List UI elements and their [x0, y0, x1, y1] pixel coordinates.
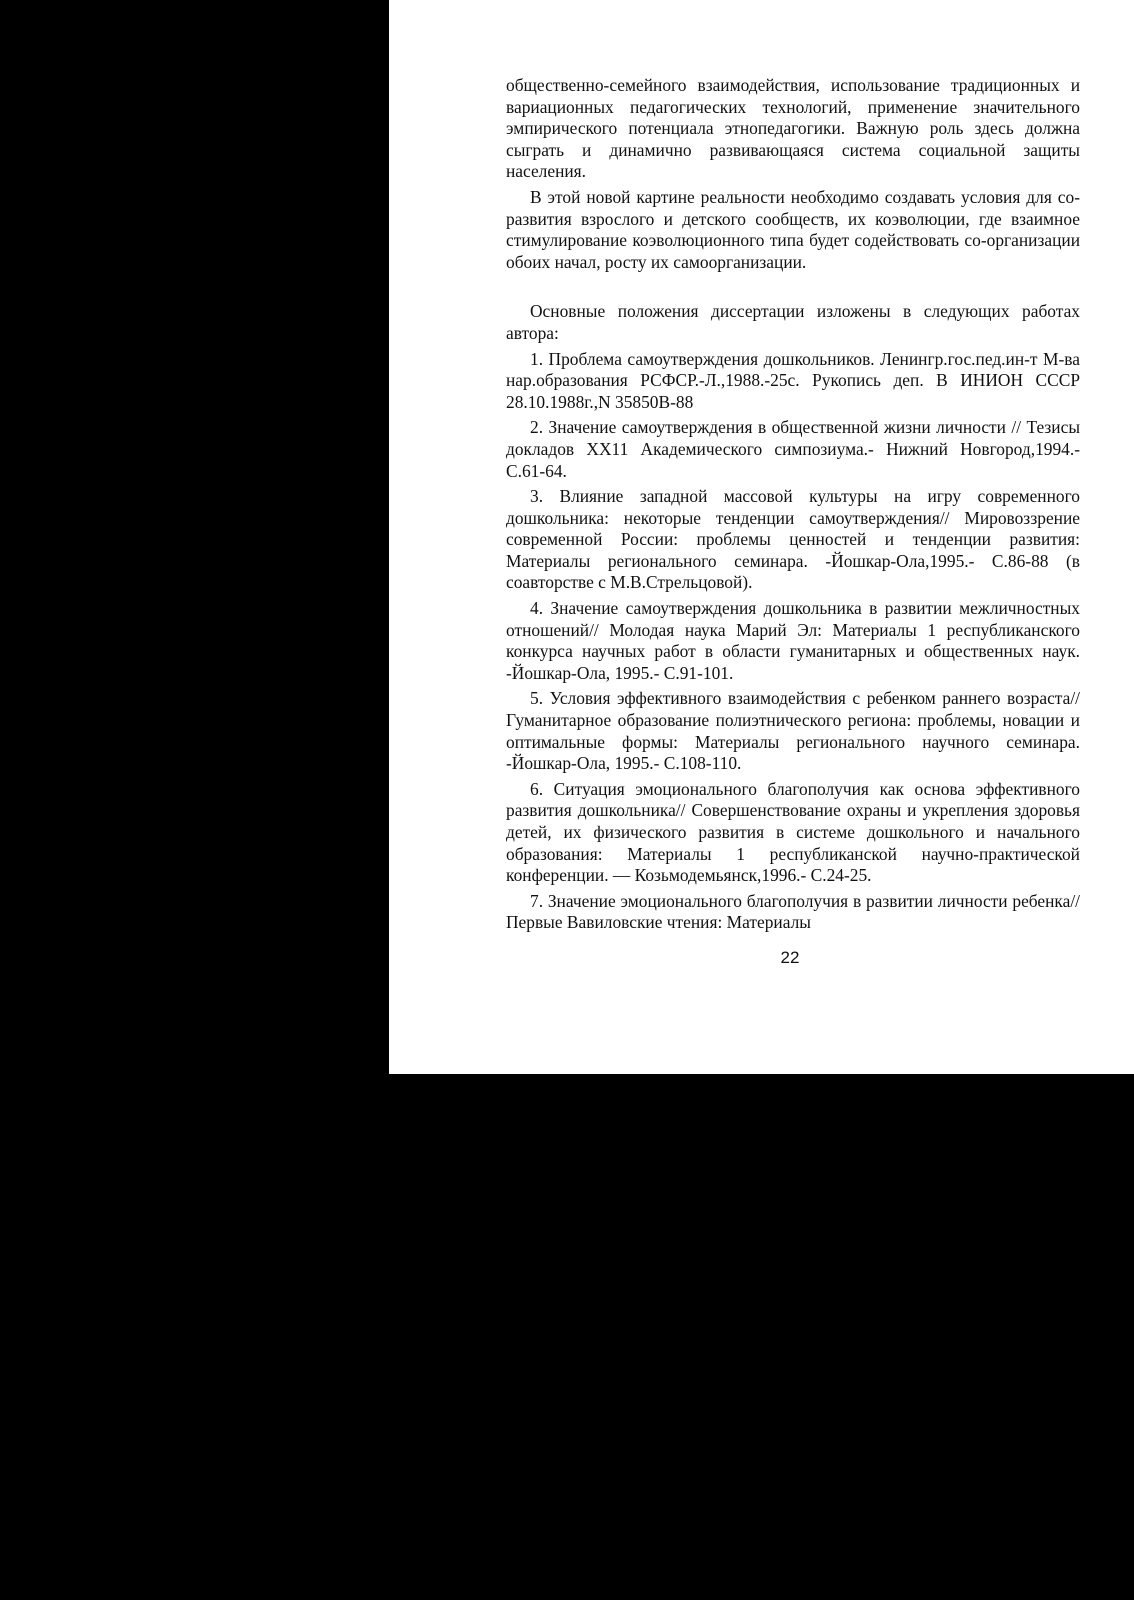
- publication-item-4: 4. Значение самоутверждения дошкольника в развитии межличностных отношений// Молодая наука Марий Эл: Материалы 1 республиканского конкурса научных работ в области гуманитарных и общественных наук. -Йошкар-Ола, 1995.- С.91-101.: [506, 598, 1080, 683]
- publication-item-1: 1. Проблема самоутверждения дошкольников. Ленингр.гос.пед.ин-т М-ва нар.образования РСФСР.-Л.,1988.-25с. Рукопись деп. В ИНИОН СССР 28.10.1988г.,N 35850В-88: [506, 348, 1080, 412]
- intro-paragraph-2: В этой новой картине реальности необходимо создавать условия для со-развития взрослого и детского сообществ, их коэволюции, где взаимное стимулирование коэволюционного типа будет содействовать со-организации обоих начал, росту их самоорганизации.: [506, 186, 1080, 272]
- publication-item-6: 6. Ситуация эмоционального благополучия как основа эффективного развития дошкольника// Совершенствование охраны и укрепления здоровья детей, их физического развития в системе дошкольного и начального образования: Материалы 1 республиканской научно-практической конференции. — Козьмодемьянск,1996.- С.24-25.: [506, 778, 1080, 886]
- publication-item-2: 2. Значение самоутверждения в общественной жизни личности // Тезисы докладов XX11 Академического симпозиума.- Нижний Новгород,1994.- С.61-64.: [506, 417, 1080, 481]
- page-number: 22: [780, 948, 800, 967]
- publication-item-3: 3. Влияние западной массовой культуры на игру современного дошкольника: некоторые тенденции самоутверждения// Мировоззрение современной России: проблемы ценностей и тенденции развития: Материалы регионального семинара. -Йошкар-Ола,1995.- С.86-88 (в соавторстве с М.В.Стрельцовой).: [506, 486, 1080, 593]
- document-body: [506, 75, 1080, 938]
- publications-heading: Основные положения диссертации изложены в следующих работах автора:: [506, 301, 1080, 343]
- intro-paragraph-1: общественно-семейного взаимодействия, использование традиционных и вариационных педагогических технологий, применение значительного эмпирического потенциала этнопедагогики. Важную роль здесь должна сыграть и динамично развивающаяся система социальной защиты населения.: [506, 75, 1080, 182]
- publication-item-7: 7. Значение эмоционального благополучия в развитии личности ребенка//Первые Вавиловские чтения: Материалы: [506, 890, 1080, 933]
- publication-item-5: 5. Условия эффективного взаимодействия с ребенком раннего возраста// Гуманитарное образование полиэтнического региона: проблемы, новации и оптимальные формы: Материалы регионального научного семинара. -Йошкар-Ола, 1995.- С.108-110.: [506, 688, 1080, 774]
